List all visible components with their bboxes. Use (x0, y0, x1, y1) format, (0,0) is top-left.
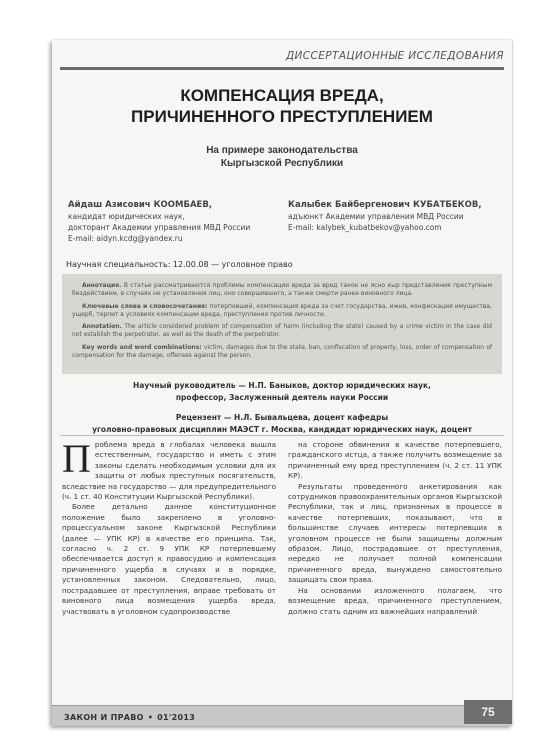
abstract-ru-text: В статье рассматриваются проблемы компенсации вреда за вред такое не ясно кыр представления преступным бездействием, в случаях не установления лиц, оно совершившего, а также смерти ранее виновного лица. (72, 282, 492, 298)
author-name: Калыбек Байбергенович КУБАТБЕКОВ, (288, 200, 482, 210)
reviewer: Рецензент — Н.Л. Бывальцева, доцент кафедры (175, 413, 389, 422)
reviewer-affiliation: уголовно-правовых дисциплин МАЭСТ г. Москва, кандидат юридических наук, доцент (92, 425, 472, 434)
subtitle-line-2: Кыргызской Республики (220, 158, 344, 169)
keywords-ru (72, 303, 492, 320)
journal-issue: 01'2013 (157, 713, 196, 722)
author-affiliation: докторант Академии управления МВД России (68, 223, 251, 232)
author-email: E-mail: kalybek_kubatbekov@yahoo.com (288, 223, 442, 232)
keywords-en-label: Key words and word combinations: (82, 343, 202, 351)
body-paragraph: На основании изложенного полагаем, что возмещение вреда, причиненного преступлением, должно стать одним из важнейших направлений (288, 585, 502, 616)
scientific-advisor-title: профессор, Заслуженный деятель науки России (175, 393, 389, 402)
author-position: адъюнкт Академии управления МВД России (288, 212, 464, 221)
body-column-right (288, 440, 502, 617)
keywords-en (72, 344, 492, 361)
body-paragraph: Более детально данное конституционное положение было закреплено в уголовно-процессуальном законе Кыргызской Республики (далее — УПК КР) в качестве его принципа. Так, согласно ч. 2 ст. 9 УПК КР потерпевшему обеспечивается доступ к правосудию и компенсация причиненного ущерба в случаях и в порядке, установленных законом. Следовательно, лицо, пострадавшее от преступления, вправе требовать от виновного лица возмещения ущерба вреда, участвовать в уголовном судопроизводстве (62, 502, 276, 616)
author-name: Айдаш Азисович КООМБАЕВ, (68, 200, 213, 210)
article-title (52, 85, 512, 127)
title-line-1: КОМПЕНСАЦИЯ ВРЕДА, (180, 86, 384, 105)
body-paragraph: на стороне обвинения в качестве потерпевшего, гражданского истца, а также получить возмещение за причиненный ему вред преступлением (ч. 2 ст. 11 УПК КР). (288, 440, 502, 481)
specialty-line: Научная специальность: 12.00.08 — уголовное право (66, 260, 293, 269)
abstract-ru-label: Аннотация. (82, 282, 122, 289)
drop-cap: П (62, 436, 91, 481)
keywords-ru-text: потерпевший, компенсация вреда за счет государства, ижив, конфискация имущества, ущерб, терпит в условиях компенсации вреда, преступления против личности. (72, 302, 492, 318)
body-paragraph: роблема вреда в глобалах человека вышла естественным, государство и иметь с этим законы сделать необходимым условии для их защиты от любых преступных посягательств, вследствие на государство — для предупредительного (ч. 1 ст. 40 Конституции Кыргызской Республики). (62, 440, 276, 502)
abstract-en (72, 323, 492, 340)
abstract-en-text: The article considered problem of compensation of harm (including the state) caused by a crime victim in the case did not establish the perpetrator, as well as the death of the perpetrator. (72, 323, 492, 339)
author-block-2 (288, 200, 504, 233)
keywords-ru-label: Ключевые слова и словосочетания: (82, 302, 208, 310)
body-paragraph: Результаты проведенного анкетирования как сотрудников правоохранительных органов Кыргызской Республики, так и лиц, признанных в процессе в качестве потерпевших, показывают, что в большинстве случаев интересы потерпевших в уголовном процессе не были защищены должным образом. Лицо, пострадавшее от преступления, нередко не получает полной компенсации причиненного вреда, вынуждено самостоятельно защищать свои права. (288, 481, 502, 585)
journal-page (52, 40, 512, 726)
keywords-en-text: victim, damages due to the state, ban, confiscation of property, loss, order of compensation of compensation for the damage, offenses against the person. (72, 343, 493, 360)
author-email: E-mail: aidyn.kcdg@yandex.ru (68, 234, 183, 243)
page-number-box (464, 700, 512, 724)
body-column-left (62, 436, 276, 617)
title-line-2: ПРИЧИНЕННОГО ПРЕСТУПЛЕНИЕМ (131, 107, 433, 126)
abstract-en-label: Annotation. (82, 323, 122, 331)
page-number: 75 (481, 705, 495, 719)
abstract-ru (72, 282, 492, 299)
scientific-advisor: Научный руководитель — Н.П. Баныков, доктор юридических наук, (133, 381, 431, 390)
running-head: ДИССЕРТАЦИОННЫЕ ИССЛЕДОВАНИЯ (285, 50, 504, 62)
article-subtitle (52, 144, 512, 170)
subtitle-line-1: На примере законодательства (206, 145, 358, 156)
body-divider (60, 435, 504, 436)
advisors-block (52, 380, 512, 436)
author-position: кандидат юридических наук, (68, 212, 185, 221)
footer-separator: • (147, 713, 154, 722)
journal-name: ЗАКОН И ПРАВО (64, 713, 144, 722)
journal-footer (64, 713, 195, 722)
author-block-1 (68, 200, 268, 244)
abstract-box (62, 274, 502, 374)
header-rule (60, 67, 504, 70)
